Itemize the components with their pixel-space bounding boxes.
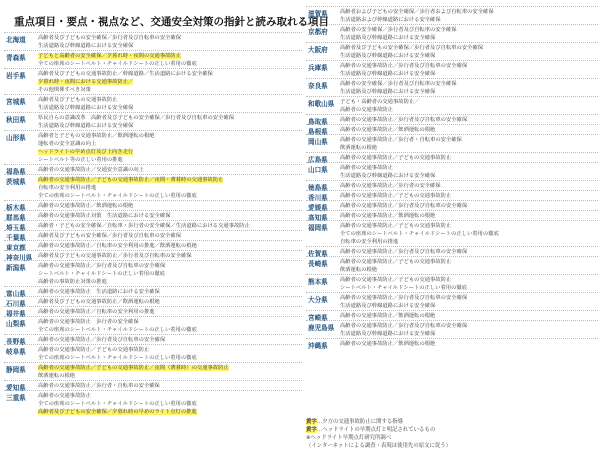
prefecture-name: 埼玉県 [6,224,26,232]
prefecture-line-text: 全ての座席のシートベルト・チャイルドシートの正しい着用の徹底 [38,61,197,67]
prefecture-entry [306,96,598,115]
legend-note-source: ※ヘッドライト早期点灯研究所調べ [306,435,392,441]
prefecture-line-text: 高齢者の交通事故防止／自転車の安全利用の推進／飲酒運転の根絶 [38,243,197,249]
prefecture-lines [38,132,302,164]
prefecture-name: 和歌山県 [308,100,335,108]
prefecture-line-text: 自転車の安全利用の推進 [38,185,97,191]
prefecture-line [340,16,598,24]
prefecture-line-text: 県民自らの意識改革 高齢者及び子どもの安全確保／歩行者及び自転車の安全確保 [38,115,234,121]
prefecture-name: 東京都 [6,244,26,252]
prefecture-line-text: 高齢者及び子どもの安全確保／歩行者及び自転車の安全確保 [340,45,484,51]
prefecture-name: 岡山県 [308,138,328,146]
prefecture-line-text: 高齢者及び子どもの交通事故防止／飲酒運転の根絶 [38,299,160,305]
prefecture-name: 広島県 [308,156,328,164]
prefecture-name: 沖縄県 [308,342,328,350]
prefecture-line-text: 高齢者の交通事故防止 [340,165,393,171]
legend-item-headlight [306,426,596,434]
prefecture-entry [4,174,302,201]
prefecture-line-text: 高齢者と子どもの交通事故防止／飲酒運転の根絶 [38,133,155,139]
legend-text-headlight: …ヘッドライトの早期点灯と明記されているもの [316,427,436,433]
prefecture-entry [306,320,598,339]
prefecture-line [38,408,302,416]
prefecture-entry [306,6,598,25]
prefecture-line [38,166,302,174]
prefecture-name: 秋田県 [6,116,26,124]
prefecture-entry [4,390,302,417]
prefecture-line-text: 全ての座席のシートベルト・チャイルドシートの正しい着用の徹底 [340,231,499,237]
prefecture-entry [4,32,302,51]
prefecture-name: 山口県 [308,166,328,174]
prefecture-line [38,400,302,408]
prefecture-line [38,184,302,192]
prefecture-line-text: 高齢者の交通事故防止／歩行者及び自転車の安全確保 [340,295,468,301]
legend-text-dusk: …夕方の交通事故防止に関する指導 [316,419,404,425]
prefecture-lines [340,312,598,320]
prefecture-line [340,322,598,330]
prefecture-name: 神奈川県 [6,254,33,262]
prefecture-line-text: 高齢者の交通事故防止／子どもの交通事故防止 [340,155,452,161]
prefecture-line-text: その他関係すべき対策 [38,87,91,93]
prefecture-line-text: 高齢者の交通事故防止／歩行者・自転車の安全確保 [340,137,462,143]
prefecture-line [38,326,302,334]
prefecture-line-text: 夕暮れ時・夜間における交通事故防止／ [38,79,134,85]
prefecture-line [38,262,302,270]
prefecture-lines [38,70,302,94]
prefecture-name: 山梨県 [6,320,26,328]
prefecture-line-text: 生活道路及び幹線道路における安全確保 [38,123,134,129]
prefecture-line [340,284,598,292]
prefecture-name: 愛知県 [6,384,26,392]
prefecture-line [38,140,302,148]
prefecture-lines [38,166,302,174]
prefecture-line [38,270,302,278]
prefecture-name: 香川県 [308,194,328,202]
prefecture-name: 千葉県 [6,234,26,242]
prefecture-entry [4,362,302,381]
prefecture-line-text: 生活道路及び幹線道路における安全確保 [340,89,436,95]
prefecture-entry [4,316,302,335]
prefecture-line-text: 生活道路及び幹線道路における安全確保 [340,35,436,41]
prefecture-line-text: 高齢者の交通事故防止／歩行者及び自転車の安全確保 [340,323,468,329]
prefecture-lines [340,340,598,348]
prefecture-line-text: 高齢者及び子どもの安全確保／歩行者及び自転車の安全確保 [38,35,182,41]
prefecture-line-text: 高齢者及び子どもの交通事故防止／幹線道路／生活道路における安全確保 [38,71,213,77]
prefecture-line [38,298,302,306]
prefecture-line-text: 生活道路および幹線道路における安全確保 [340,17,441,23]
prefecture-line-text: 高齢者の交通事故防止／飲酒運転の根絶 [340,213,436,219]
legend [306,418,596,450]
prefecture-line [38,148,302,156]
prefecture-line-text: 高齢者の交通事故防止／歩行者及び自転車の安全確保 [340,203,468,209]
prefecture-lines [38,114,302,130]
prefecture-entry [306,42,598,61]
prefecture-line [340,88,598,96]
prefecture-line [340,230,598,238]
prefecture-line [340,106,598,114]
prefecture-line-text: 高齢者の交通事故防止 歩行者の安全確保 [38,319,139,325]
prefecture-entry [4,344,302,363]
prefecture-lines [340,126,598,134]
prefecture-line-text: 高齢者の交通事故防止 [340,107,393,113]
prefecture-line-text: 高齢者の交通事故防止対策 生活道路における安全確保 [38,213,171,219]
prefecture-line-text: 飲酒運転の根絶 [38,373,76,379]
prefecture-lines [340,248,598,256]
prefecture-name: 福岡県 [308,224,328,232]
prefecture-line [340,26,598,34]
prefecture-lines [38,222,302,230]
prefecture-line-text: 高齢者の交通事故防止／飲酒運転の根絶 [340,127,436,133]
prefecture-line-text: 高齢者の交通事故防止／歩行者及び自転車の安全確保 [340,63,468,69]
prefecture-name: 群馬県 [6,214,26,222]
prefecture-line-text: 高齢者及び子どもの安全確保／夕暮れ時の早めのライト点灯の推進 [38,409,197,415]
prefecture-line-text: シートベルト・チャイルドシートの正しい着用の徹底 [38,271,165,277]
prefecture-entry [306,60,598,79]
prefecture-entry [306,256,598,275]
prefecture-line [38,176,302,184]
prefecture-line-text: 高齢者の事故防止対策の推進 [38,279,107,285]
prefecture-line [38,202,302,210]
prefecture-lines [340,322,598,338]
prefecture-name: 島根県 [308,128,328,136]
prefecture-lines [340,182,598,190]
prefecture-line-text: 高齢者及び子どもの交通事故防止／歩行者及び自転車の安全確保 [38,253,192,259]
prefecture-line-text: 高齢者の交通事故防止 生活道路における安全確保 [38,289,160,295]
prefecture-name: 青森県 [6,54,26,62]
prefecture-line [340,144,598,152]
prefecture-lines [38,392,302,416]
prefecture-line-text: 生活道路及び幹線道路における安全確保 [340,331,436,337]
prefecture-line-text: 高齢者の交通事故防止／子どもの交通事故防止／夜間（薄暮時）の交通事故防止 [38,365,229,371]
prefecture-line [340,62,598,70]
prefecture-line [38,192,302,200]
prefecture-entry [306,134,598,153]
legend-note-method: （インターネットによる調査・表現は使用先の原文に従う） [306,443,452,449]
prefecture-line [340,330,598,338]
prefecture-lines [38,336,302,344]
prefecture-name: 兵庫県 [308,64,328,72]
prefecture-line [38,122,302,130]
prefecture-lines [340,276,598,292]
prefecture-line [340,80,598,88]
prefecture-entry [4,68,302,95]
prefecture-line-text: 生活道路及び幹線道路における安全確保 [340,71,436,77]
prefecture-line-text: 生活道路及び幹線道路における安全確保 [340,173,436,179]
prefecture-entry [4,130,302,165]
prefecture-line-text: 高齢者及び子どもの交通事故防止 [38,97,118,103]
prefecture-entry [306,24,598,43]
prefecture-entry [306,162,598,181]
prefecture-entry [4,94,302,113]
prefecture-lines [38,242,302,250]
prefecture-line-text: 高齢者の安全確保／歩行者及び自転車の安全確保 [340,27,457,33]
prefecture-line-text: 高齢者の交通事故防止／歩行者及び自転車の安全確保 [38,337,166,343]
prefecture-line-text: 高齢者の交通事故防止／自転車の安全利用の推進 [38,309,155,315]
prefecture-line [38,372,302,380]
prefecture-line-text: 運転者の安全意識の向上 [38,141,97,147]
prefecture-name: 鹿児島県 [308,324,335,332]
prefecture-entry [306,338,598,349]
prefecture-line [340,136,598,144]
prefecture-line [340,172,598,180]
prefecture-lines [38,382,302,390]
prefecture-lines [340,192,598,200]
prefecture-lines [38,318,302,334]
prefecture-line [38,52,302,60]
prefecture-line [38,156,302,164]
prefecture-line [340,52,598,60]
prefecture-entry [306,292,598,311]
prefecture-name: 長野県 [6,338,26,346]
prefecture-line-text: 高齢者の交通事故防止／子どもの交通事故防止／夜間・薄暮時の交通事故防止 [38,177,224,183]
prefecture-name: 岩手県 [6,72,26,80]
prefecture-entry [306,220,598,247]
prefecture-line [38,252,302,260]
prefecture-line-text: 高齢者の安全確保／歩行者及び自転車の安全確保 [340,81,457,87]
prefecture-line-text: 自転車の安全利用の推進 [340,239,399,245]
prefecture-entry [4,260,302,287]
prefecture-line-text: 高齢者および子どもの安全確保／歩行者および自転車の安全確保 [340,9,494,15]
prefecture-line-text: 高齢者・子どもの安全確保／自転車・歩行者の安全確保／生活道路における交通事故防止 [38,223,250,229]
prefecture-lines [340,164,598,180]
prefecture-line-text: 高齢者の交通事故防止／子どもの交通事故防止 [38,347,150,353]
prefecture-lines [38,298,302,306]
prefecture-line [340,212,598,220]
prefecture-line-text: 生活道路及び幹線道路における安全確保 [38,105,134,111]
prefecture-name: 長崎県 [308,260,328,268]
legend-item-dusk [306,418,596,426]
prefecture-line [38,104,302,112]
prefecture-lines [38,176,302,200]
prefecture-name: 三重県 [6,394,26,402]
prefecture-line [340,164,598,172]
prefecture-line [340,116,598,124]
prefecture-name: 京都府 [308,28,328,36]
prefecture-lines [38,96,302,112]
prefecture-entry [306,274,598,293]
prefecture-line [340,154,598,162]
prefecture-line [38,346,302,354]
prefecture-line [340,222,598,230]
page-title: 重点項目・要点・視点など、交通安全対策の指針と読み取れる項目 [14,16,329,28]
prefecture-lines [340,202,598,210]
prefecture-name: 新潟県 [6,264,26,272]
prefecture-lines [38,288,302,296]
prefecture-name: 奈良県 [308,82,328,90]
prefecture-line-text: シートベルト・チャイルドシートの正しい着用の徹底 [340,285,467,291]
prefecture-lines [38,202,302,210]
prefecture-name: 静岡県 [6,366,26,374]
prefecture-line-text: 生活道路及び幹線道路における安全確保 [38,43,134,49]
prefecture-name: 高知県 [308,214,328,222]
prefecture-line-text: 高齢者の交通事故防止／歩行者・自転車の安全確保 [38,383,160,389]
prefecture-line-text: 高齢者の交通事故防止／子どもの交通事故防止 [340,223,452,229]
prefecture-line [340,312,598,320]
prefecture-line [340,294,598,302]
prefecture-line [38,222,302,230]
prefecture-line [38,114,302,122]
prefecture-line [38,364,302,372]
prefecture-lines [340,294,598,310]
prefecture-lines [38,34,302,50]
prefecture-line-text: 高齢者の交通事故防止／歩行者及び自転車の安全確保 [340,117,468,123]
prefecture-lines [38,212,302,220]
prefecture-line [38,318,302,326]
prefecture-line-text: 高齢者の交通事故防止／歩行者の安全確保 [340,183,441,189]
prefecture-lines [340,154,598,162]
prefecture-line [340,182,598,190]
prefecture-name: 佐賀県 [308,250,328,258]
prefecture-line [38,242,302,250]
prefecture-name: 石川県 [6,300,26,308]
prefecture-lines [38,232,302,240]
prefecture-name: 山形県 [6,134,26,142]
prefecture-name: 熊本県 [308,278,328,286]
prefecture-line [38,308,302,316]
prefecture-lines [38,52,302,68]
prefecture-line [340,44,598,52]
prefecture-name: 滋賀県 [308,10,328,18]
prefecture-line [340,34,598,42]
prefecture-name: 愛媛県 [308,204,328,212]
prefecture-line [38,86,302,94]
prefecture-name: 岐阜県 [6,348,26,356]
prefecture-line [38,42,302,50]
prefecture-line [38,212,302,220]
prefecture-lines [340,258,598,274]
prefecture-name: 富山県 [6,290,26,298]
prefecture-name: 徳島県 [308,184,328,192]
prefecture-entry [4,112,302,131]
prefecture-lines [38,308,302,316]
prefecture-lines [340,62,598,78]
prefecture-line-text: 子ども・高齢者の交通事故防止／ [340,99,420,105]
prefecture-line [340,8,598,16]
prefecture-lines [38,346,302,362]
prefecture-line-text: 生活道路及び幹線道路における安全確保 [340,53,436,59]
prefecture-name: 福井県 [6,310,26,318]
prefecture-line [38,232,302,240]
prefecture-name: 北海道 [6,36,26,44]
prefecture-name: 栃木県 [6,204,26,212]
prefecture-lines [340,98,598,114]
prefecture-line-text: 高齢者の交通事故防止／子どもの交通事故防止 [340,259,452,265]
prefecture-lines [340,26,598,42]
legend-tag-dusk: 黄字 [306,419,317,425]
prefecture-line [38,382,302,390]
prefecture-name: 福島県 [6,168,26,176]
prefecture-line [38,78,302,86]
prefecture-lines [340,116,598,124]
prefecture-line-text: 高齢者の交通事故防止／飲酒運転の根絶 [340,341,436,347]
prefecture-line [340,70,598,78]
prefecture-lines [340,80,598,96]
prefecture-line-text: 高齢者の交通事故防止／歩行者及び自転車の安全確保 [340,249,468,255]
prefecture-lines [340,212,598,220]
prefecture-entry [4,50,302,69]
prefecture-line [38,70,302,78]
prefecture-lines [340,8,598,24]
prefecture-lines [38,262,302,286]
prefecture-line [38,96,302,104]
prefecture-line-text: シートベルト等の正しい着用の推進 [38,157,123,163]
prefecture-name: 茨城県 [6,178,26,186]
prefecture-lines [38,364,302,380]
prefecture-line [340,98,598,106]
prefecture-lines [340,222,598,246]
prefecture-line [340,258,598,266]
prefecture-line [340,302,598,310]
prefecture-line [340,238,598,246]
prefecture-name: 鳥取県 [308,118,328,126]
prefecture-line-text: 生活道路及び幹線道路における安全確保 [340,303,436,309]
legend-tag-headlight: 黄字 [306,427,317,433]
prefecture-lines [340,44,598,60]
prefecture-line-text: 全ての座席のシートベルト・チャイルドシートの正しい着用の徹底 [38,355,197,361]
prefecture-line [38,132,302,140]
prefecture-line [38,278,302,286]
prefecture-line-text: 高齢者の交通事故防止／歩行者及び自転車の安全確保 [38,263,166,269]
prefecture-line [340,202,598,210]
prefecture-line [38,354,302,362]
prefecture-name: 宮城県 [6,98,26,106]
prefecture-line-text: 高齢者の交通事故防止／子どもの交通事故防止 [340,277,452,283]
prefecture-line [340,276,598,284]
prefecture-line-text: ヘッドライトの早め点灯及び上向き走行 [38,149,134,155]
prefecture-line-text: 全ての座席のシートベルト・チャイルドシートの正しい着用の徹底 [38,327,197,333]
prefecture-entry [306,78,598,97]
prefecture-line [38,288,302,296]
prefecture-line-text: 高齢者の交通事故防止 [38,393,91,399]
prefecture-line [340,248,598,256]
prefecture-line-text: 全ての座席のシートベルト・チャイルドシートの正しい着用の徹底 [38,401,197,407]
prefecture-line-text: 高齢者及び子どもの安全確保／歩行者及び自転車の安全確保 [38,233,182,239]
prefecture-line-text: 高齢者の交通事故防止／飲酒運転の根絶 [38,203,134,209]
prefecture-name: 宮崎県 [308,314,328,322]
prefecture-line-text: 高齢者の交通事故防止／交通安全意識の向上 [38,167,144,173]
prefecture-line [38,34,302,42]
prefecture-line-text: 飲酒運転の根絶 [340,267,378,273]
prefecture-line-text: 全ての座席のシートベルト・チャイルドシートの正しい着用の徹底 [38,193,197,199]
prefecture-line-text: 高齢者の交通事故防止／飲酒運転の根絶 [340,313,436,319]
prefecture-name: 大分県 [308,296,328,304]
prefecture-line [340,126,598,134]
prefecture-line [340,340,598,348]
prefecture-line [38,392,302,400]
prefecture-line-text: 飲酒運転の根絶 [340,145,378,151]
prefecture-line [340,192,598,200]
prefecture-line [340,266,598,274]
prefecture-line [38,60,302,68]
prefecture-name: 大阪府 [308,46,328,54]
prefecture-line [38,336,302,344]
prefecture-lines [340,136,598,152]
prefecture-line-text: 子どもと高齢者の安全確保／夕暮れ時・夜間の交通事故防止 [38,53,182,59]
prefecture-line-text: 高齢者の交通事故防止／子どもの交通事故防止 [340,193,452,199]
prefecture-lines [38,252,302,260]
